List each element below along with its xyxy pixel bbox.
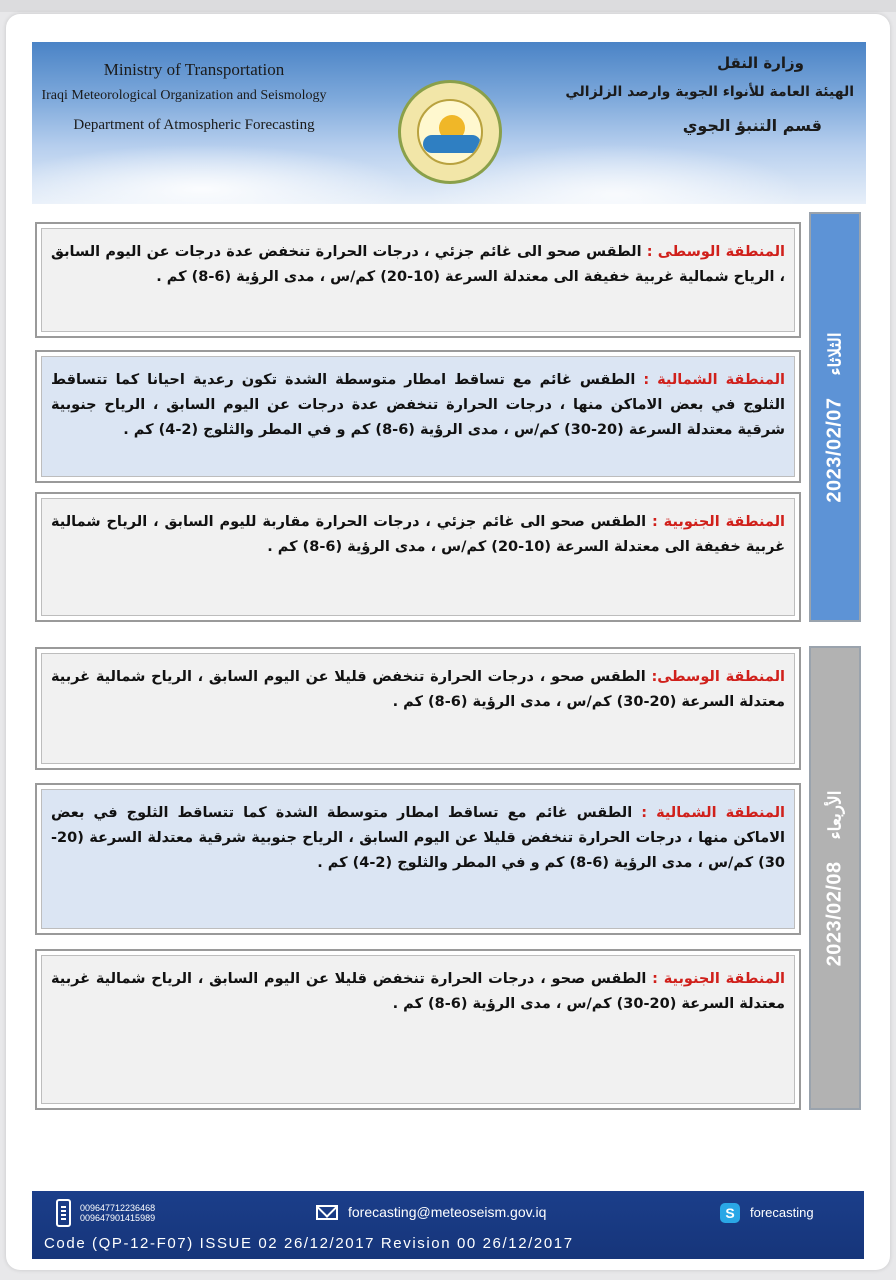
organization-logo (398, 80, 502, 184)
region-forecast-text: الطقس صحو الى غائم جزئي ، درجات الحرارة تنخفض عدة درجات عن اليوم السابق ، الرياح شمالية غربية خفيفة الى معتدلة السرعة (10-20) كم/س ، مدى الرؤية (6-8) كم . (51, 244, 785, 285)
region-forecast-text: الطقس صحو ، درجات الحرارة تنخفض قليلا عن اليوم السابق ، الرياح شمالية غربية معتدلة السرعة (20-30) كم/س ، مدى الرؤية (6-8) كم . (51, 971, 785, 1012)
region-name: المنطقة الوسطى : (646, 244, 785, 260)
day-column-1 (809, 212, 861, 622)
forecast-day2-north (35, 783, 801, 935)
phone-number-1: 009647712236468 (80, 1203, 156, 1213)
region-name: المنطقة الجنوبية : (652, 514, 785, 530)
day-name: الأربعاء (825, 790, 844, 839)
skype-handle[interactable]: forecasting (750, 1205, 814, 1220)
region-forecast-text: الطقس غائم مع تساقط امطار متوسطة الشدة كما تتساقط الثلوج في بعض الاماكن منها ، درجات الحرارة تنخفض قليلا عن اليوم السابق ، الرياح جنوبية شرقية معتدلة السرعة (20-30) كم/س ، مدى الرؤية (6-8) كم و في المطر والثلوج (2-4) كم . (51, 805, 785, 871)
region-forecast-text: الطقس صحو الى غائم جزئي ، درجات الحرارة مقاربة لليوم السابق ، الرياح شمالية غربية خفيفة الى معتدلة السرعة (10-20) كم/س ، مدى الرؤية (6-8) كم . (51, 514, 785, 555)
organization-name-en: Iraqi Meteorological Organization and Seismology (41, 88, 327, 103)
region-forecast-text: الطقس غائم مع تساقط امطار متوسطة الشدة تكون رعدية احيانا كما تتساقط الثلوج في بعض الاماكن منها ، درجات الحرارة تنخفض عدة درجات عن اليوم السابق ، الرياح جنوبية شرقية معتدلة السرعة (20-30) كم/س ، مدى الرؤية (6-8) كم و في المطر والثلوج (2-4) كم . (51, 372, 785, 438)
header-banner (32, 42, 866, 204)
day-date: 2023/02/08 (823, 860, 846, 966)
phone-numbers (80, 1203, 155, 1223)
forecast-day1-south (35, 492, 801, 622)
day-name: الثلاثاء (825, 331, 845, 375)
region-name: المنطقة الوسطى: (651, 669, 785, 685)
department-name-ar: قسم التنبؤ الجوي (682, 116, 822, 135)
organization-name-ar: الهيئة العامة للأنواء الجوية وارصد الزلزالي (565, 84, 854, 100)
forecast-day2-central (35, 647, 801, 770)
email-link[interactable]: forecasting@meteoseism.gov.iq (348, 1204, 547, 1220)
region-forecast-text: الطقس صحو ، درجات الحرارة تنخفض قليلا عن اليوم السابق ، الرياح شمالية غربية معتدلة السرعة (20-30) كم/س ، مدى الرؤية (6-8) كم . (51, 669, 785, 710)
phone-icon (56, 1199, 71, 1227)
forecast-day1-central (35, 222, 801, 338)
day-date: 2023/02/07 (823, 396, 846, 503)
region-name: المنطقة الشمالية : (641, 805, 785, 821)
skype-icon: S (720, 1203, 740, 1223)
forecast-day2-south (35, 949, 801, 1110)
ministry-name-ar: وزارة النقل (717, 54, 804, 72)
logo-emblem-icon (417, 99, 483, 165)
phone-number-2: 009647901415989 (80, 1213, 156, 1223)
region-name: المنطقة الجنوبية : (652, 971, 785, 987)
mail-icon (316, 1205, 338, 1220)
day-column-2 (809, 646, 861, 1110)
top-strip (0, 0, 896, 12)
region-name: المنطقة الشمالية : (643, 372, 785, 388)
ministry-name-en: Ministry of Transportation (103, 60, 285, 79)
forecast-day1-north (35, 350, 801, 483)
contact-footer (32, 1191, 864, 1259)
department-name-en: Department of Atmospheric Forecasting (73, 117, 315, 133)
document-code-line: Code (QP-12-F07) ISSUE 02 26/12/2017 Revision 00 26/12/2017 (44, 1235, 574, 1252)
